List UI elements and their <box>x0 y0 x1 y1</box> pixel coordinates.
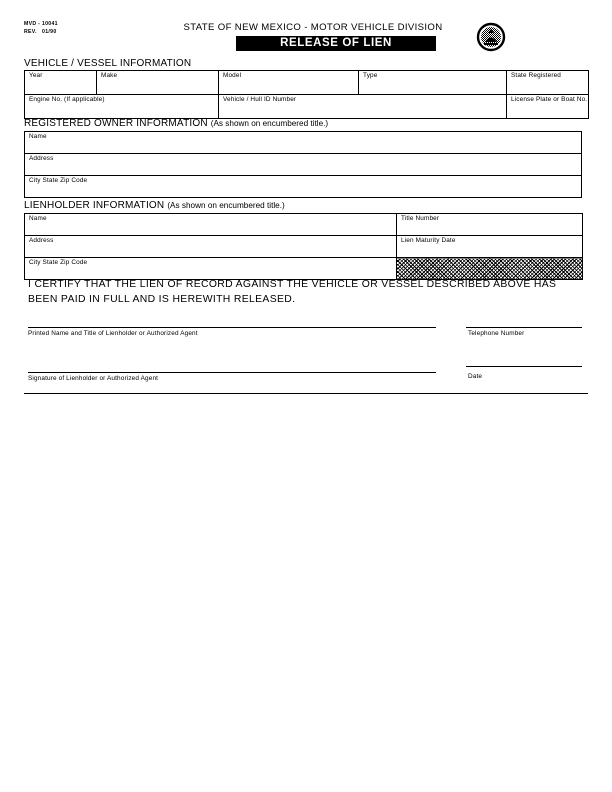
telephone-line[interactable] <box>466 327 582 328</box>
cell-label: State Registered <box>511 72 562 79</box>
cell-label: Title Number <box>401 215 440 222</box>
form-number-block <box>24 21 58 36</box>
signature-line[interactable] <box>28 372 436 373</box>
table-row <box>25 71 589 95</box>
cell-label: License Plate or Boat No. <box>511 96 588 103</box>
date-line[interactable] <box>466 366 582 367</box>
owner-section-note: (As shown on encumbered title.) <box>210 119 329 128</box>
certification-line-2: BEEN PAID IN FULL AND IS HEREWITH RELEASED. <box>28 294 296 305</box>
cell-label: Address <box>29 155 54 162</box>
owner-section-heading <box>24 118 328 129</box>
table-row <box>25 95 589 119</box>
vehicle-section-heading <box>24 58 191 69</box>
table-row <box>25 176 582 198</box>
page-title: RELEASE OF LIEN <box>236 36 436 51</box>
cell-label: City State Zip Code <box>29 177 88 184</box>
form-revision: REV. 01/90 <box>24 28 57 35</box>
lienholder-section-title: LIENHOLDER INFORMATION <box>24 200 165 211</box>
printed-name-line[interactable] <box>28 327 436 328</box>
table-row <box>25 236 583 258</box>
cell-label: Address <box>29 237 54 244</box>
cell-engine-no[interactable] <box>25 95 219 119</box>
cell-owner-name[interactable] <box>25 132 582 154</box>
cell-label: Lien Maturity Date <box>401 237 456 244</box>
lienholder-section-note: (As shown on encumbered title.) <box>167 201 285 210</box>
lienholder-table <box>24 213 583 280</box>
cell-owner-address[interactable] <box>25 154 582 176</box>
table-row <box>25 154 582 176</box>
cell-type[interactable] <box>359 71 507 95</box>
table-row <box>25 214 583 236</box>
certification-statement <box>28 277 584 307</box>
footer-rule <box>24 393 588 394</box>
cell-label: Year <box>29 72 43 79</box>
signature-label: Signature of Lienholder or Authorized Agent <box>28 375 159 382</box>
cell-label: Type <box>363 72 378 79</box>
certification-line-1: I CERTIFY THAT THE LIEN OF RECORD AGAINST THE VEHICLE OR VESSEL DESCRIBED ABOVE HAS <box>28 279 557 290</box>
form-number: MVD - 10041 <box>24 21 58 27</box>
cell-label: Model <box>223 72 242 79</box>
cell-label: Name <box>29 133 47 140</box>
cell-year[interactable] <box>25 71 97 95</box>
cell-lienholder-address[interactable] <box>25 236 397 258</box>
vehicle-information-table <box>24 70 589 119</box>
cell-model[interactable] <box>219 71 359 95</box>
agency-title: STATE OF NEW MEXICO - MOTOR VEHICLE DIVISION <box>183 22 443 33</box>
cell-lien-maturity-date[interactable] <box>397 236 583 258</box>
owner-section-title: REGISTERED OWNER INFORMATION <box>24 118 208 129</box>
state-seal-icon <box>474 20 508 54</box>
cell-lienholder-name[interactable] <box>25 214 397 236</box>
cell-vehicle-hull-id[interactable] <box>219 95 507 119</box>
table-row <box>25 132 582 154</box>
vehicle-section-title: VEHICLE / VESSEL INFORMATION <box>24 58 192 69</box>
cell-label: Vehicle / Hull ID Number <box>223 96 297 103</box>
cell-label: Make <box>101 72 118 79</box>
cell-owner-city-state-zip[interactable] <box>25 176 582 198</box>
cell-label: Engine No. (If applicable) <box>29 96 105 103</box>
cell-license-plate[interactable] <box>507 95 589 119</box>
date-label: Date <box>468 373 483 380</box>
cell-title-number[interactable] <box>397 214 583 236</box>
registered-owner-table <box>24 131 582 198</box>
lienholder-section-heading <box>24 200 285 211</box>
cell-label: Name <box>29 215 47 222</box>
printed-name-label: Printed Name and Title of Lienholder or Authorized Agent <box>28 330 198 337</box>
cell-make[interactable] <box>97 71 219 95</box>
telephone-label: Telephone Number <box>468 330 525 337</box>
cell-label: City State Zip Code <box>29 259 88 266</box>
cell-state-registered[interactable] <box>507 71 589 95</box>
